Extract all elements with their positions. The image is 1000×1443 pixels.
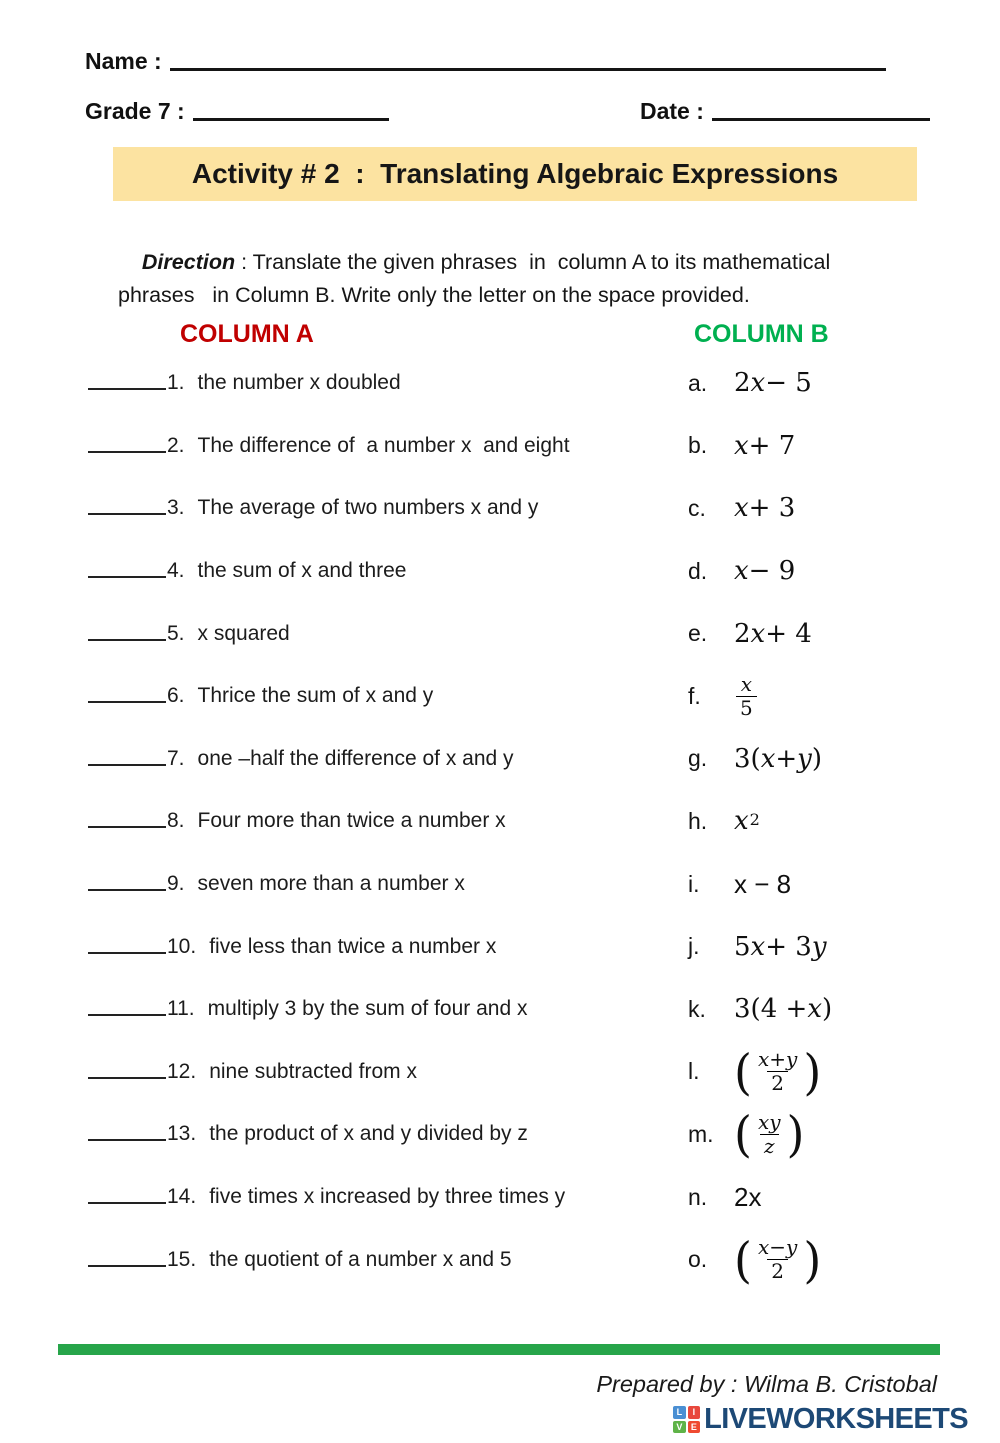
direction-word: Direction (141, 250, 236, 275)
column-a-item (88, 1248, 688, 1272)
item-phrase: The difference of a number x and eight (197, 433, 570, 457)
option-expression: 2 x + 4 (734, 618, 812, 649)
column-a-item (88, 496, 688, 520)
column-b-option (688, 994, 973, 1024)
matching-row-12 (88, 1041, 973, 1104)
column-b-option (688, 1231, 973, 1288)
answer-blank-8[interactable] (88, 824, 166, 828)
matching-row-11 (88, 978, 973, 1041)
matching-row-13 (88, 1103, 973, 1166)
fraction-numerator (754, 1111, 785, 1134)
logo-block-l: L (673, 1406, 686, 1419)
item-number: 5. (167, 621, 185, 645)
matching-row-9 (88, 853, 973, 916)
option-letter: e. (688, 620, 708, 647)
column-a-header: COLUMN A (180, 320, 314, 348)
answer-blank-2[interactable] (88, 449, 166, 453)
column-b-option (688, 368, 973, 398)
matching-row-6 (88, 665, 973, 728)
column-a-item (88, 997, 688, 1021)
math-variable: x (734, 556, 749, 587)
option-letter: g. (688, 745, 708, 772)
column-a-item (88, 684, 688, 708)
grade-answer-line[interactable] (193, 118, 389, 121)
item-number: 9. (167, 872, 185, 896)
option-expression: 3( x + y ) (734, 743, 823, 774)
option-expression: x − 8 (734, 868, 792, 899)
item-phrase: nine subtracted from x (209, 1059, 417, 1083)
matching-row-1 (88, 352, 973, 415)
fraction (754, 1048, 801, 1095)
column-b-option (688, 619, 973, 649)
answer-blank-1[interactable] (88, 386, 166, 390)
option-letter: a. (688, 369, 708, 396)
column-a-item (88, 434, 688, 458)
item-phrase: seven more than a number x (197, 872, 465, 896)
item-phrase: one –half the difference of x and y (197, 746, 514, 770)
column-b-option (688, 744, 973, 774)
item-phrase: five less than twice a number x (209, 934, 497, 958)
math-variable: x (807, 994, 822, 1025)
column-a-item (88, 872, 688, 896)
math-variable: x (734, 806, 749, 837)
column-a-item (88, 1060, 688, 1084)
fraction-numerator: x−y (757, 1235, 798, 1260)
item-number: 2. (167, 433, 185, 457)
matching-row-4 (88, 540, 973, 603)
matching-row-10 (88, 915, 973, 978)
item-phrase: Four more than twice a number x (197, 809, 506, 833)
activity-title: Activity # 2 : Translating Algebraic Expressions (191, 158, 839, 189)
column-b-option (688, 673, 973, 720)
option-letter: f. (688, 682, 701, 709)
item-number: 12. (167, 1059, 197, 1083)
item-phrase: the number x doubled (197, 371, 401, 395)
fraction-denominator: 2 (767, 1259, 788, 1283)
matching-row-7 (88, 728, 973, 791)
answer-blank-11[interactable] (88, 1012, 166, 1016)
column-b-option (688, 556, 973, 586)
column-a-item (88, 809, 688, 833)
activity-banner (113, 147, 917, 201)
answer-blank-7[interactable] (88, 762, 166, 766)
option-letter: h. (688, 807, 708, 834)
option-expression (734, 806, 760, 836)
name-field-row (85, 48, 886, 75)
option-expression: 2x (734, 1181, 762, 1212)
item-number: 13. (167, 1122, 197, 1146)
math-variable: x (757, 1235, 770, 1260)
matching-row-5 (88, 602, 973, 665)
answer-blank-13[interactable] (88, 1137, 166, 1141)
liveworksheets-logo-text: LIVEWORKSHEETS (704, 1403, 968, 1435)
option-expression: x + 3 (734, 493, 796, 524)
math-variable: x (757, 1109, 770, 1134)
item-number: 3. (167, 496, 185, 520)
grade-label: Grade 7 : (85, 98, 185, 124)
math-variable: y (811, 931, 827, 962)
column-a-item (88, 747, 688, 771)
column-b-option (688, 1182, 973, 1213)
item-number: 8. (167, 809, 185, 833)
fraction-numerator (737, 673, 756, 696)
option-letter: d. (688, 557, 708, 584)
item-number: 11. (167, 997, 195, 1021)
direction-text: : Translate the given phrases in column A to its mathematical phrases in Column B. Write only the letter on the space provided. (118, 250, 837, 307)
item-phrase: the product of x and y divided by z (209, 1122, 528, 1146)
item-number: 15. (167, 1247, 197, 1271)
column-b-option (688, 431, 973, 461)
grade-field-row (85, 98, 389, 125)
answer-blank-10[interactable] (88, 950, 166, 954)
option-letter: b. (688, 432, 708, 459)
option-letter: k. (688, 995, 706, 1022)
math-variable: x (760, 743, 776, 774)
math-variable: x (734, 430, 749, 461)
matching-row-8 (88, 790, 973, 853)
item-phrase: x squared (197, 621, 290, 645)
option-letter: l. (688, 1058, 700, 1085)
fraction-denominator: 5 (736, 696, 757, 720)
column-b-option (688, 806, 973, 836)
liveworksheets-logo (673, 1403, 968, 1436)
option-letter: i. (688, 870, 700, 897)
item-phrase: The average of two numbers x and y (197, 496, 539, 520)
matching-row-2 (88, 415, 973, 478)
fraction-numerator: x+y (757, 1047, 798, 1072)
fraction-denominator: 2 (767, 1071, 788, 1095)
fraction (754, 1236, 801, 1283)
answer-blank-6[interactable] (88, 699, 166, 703)
column-b-option (688, 932, 973, 962)
option-expression: ( $\frac{x-y}{2}$ ) (734, 1231, 822, 1288)
option-letter: n. (688, 1183, 708, 1210)
column-a-item (88, 559, 688, 583)
math-variable: z (763, 1133, 775, 1158)
column-a-item (88, 371, 688, 395)
option-expression: 5 x + 3 y (734, 931, 827, 962)
column-b-header: COLUMN B (694, 320, 829, 348)
name-label: Name : (85, 48, 162, 74)
column-b-option (688, 1106, 973, 1163)
item-number: 4. (167, 559, 185, 583)
answer-blank-12[interactable] (88, 1075, 166, 1079)
column-a-item (88, 1122, 688, 1146)
matching-row-15 (88, 1228, 973, 1291)
option-letter: c. (688, 494, 706, 521)
item-number: 1. (167, 371, 185, 395)
item-number: 7. (167, 746, 185, 770)
date-label: Date : (640, 98, 704, 124)
name-answer-line[interactable] (170, 68, 886, 71)
liveworksheets-blocks-icon (673, 1406, 700, 1433)
answer-blank-9[interactable] (88, 887, 166, 891)
answer-blank-4[interactable] (88, 574, 166, 578)
answer-blank-15[interactable] (88, 1263, 166, 1267)
column-a-item (88, 935, 688, 959)
math-variable: x (734, 493, 749, 524)
option-letter: j. (688, 933, 700, 960)
option-expression: 2 x − 5 (734, 368, 812, 399)
answer-blank-5[interactable] (88, 637, 166, 641)
math-variable: x (750, 931, 766, 962)
math-variable: x (740, 671, 752, 696)
column-b-option (688, 869, 973, 900)
item-phrase: the sum of x and three (197, 559, 407, 583)
column-b-option (688, 493, 973, 523)
math-variable: y (786, 1235, 798, 1260)
answer-blank-3[interactable] (88, 511, 166, 515)
logo-block-v: V (673, 1421, 686, 1434)
item-number: 6. (167, 684, 185, 708)
item-phrase: multiply 3 by the sum of four and x (207, 997, 528, 1021)
column-a-item (88, 622, 688, 646)
column-a-item (88, 1185, 688, 1209)
option-letter: m. (688, 1120, 714, 1147)
matching-row-14 (88, 1166, 973, 1229)
option-expression: x − 9 (734, 556, 796, 587)
logo-block-e: E (688, 1421, 701, 1434)
option-expression: ( $\frac{xy}{z}$ ) (734, 1106, 805, 1163)
math-variable: x (750, 618, 766, 649)
option-expression: ( $\frac{x+y}{2}$ ) (734, 1043, 822, 1101)
math-variable: x (757, 1047, 770, 1072)
footer-divider-bar (58, 1344, 940, 1355)
logo-block-i: I (688, 1406, 701, 1419)
math-variable: y (797, 743, 812, 774)
matching-row-3 (88, 477, 973, 540)
option-expression (734, 673, 759, 720)
fraction (736, 673, 757, 720)
math-variable: y (786, 1047, 798, 1072)
item-number: 14. (167, 1185, 197, 1209)
item-phrase: Thrice the sum of x and y (197, 684, 434, 708)
date-answer-line[interactable] (712, 118, 930, 121)
column-b-option (688, 1043, 973, 1101)
item-phrase: five times x increased by three times y (209, 1185, 566, 1209)
answer-blank-14[interactable] (88, 1200, 166, 1204)
item-number: 10. (167, 934, 197, 958)
fraction-denominator (760, 1134, 779, 1158)
fraction (754, 1111, 785, 1158)
option-expression: x + 7 (734, 430, 796, 461)
matching-rows (88, 352, 973, 1291)
exponent: 2 (749, 809, 760, 829)
option-expression: 3(4 + x ) (734, 994, 833, 1025)
item-phrase: the quotient of a number x and 5 (209, 1247, 512, 1271)
prepared-by-credit: Prepared by : Wilma B. Cristobal (596, 1371, 937, 1397)
date-field-row (640, 98, 930, 125)
math-variable: y (769, 1109, 781, 1134)
math-variable: x (750, 368, 766, 399)
option-letter: o. (688, 1246, 708, 1273)
